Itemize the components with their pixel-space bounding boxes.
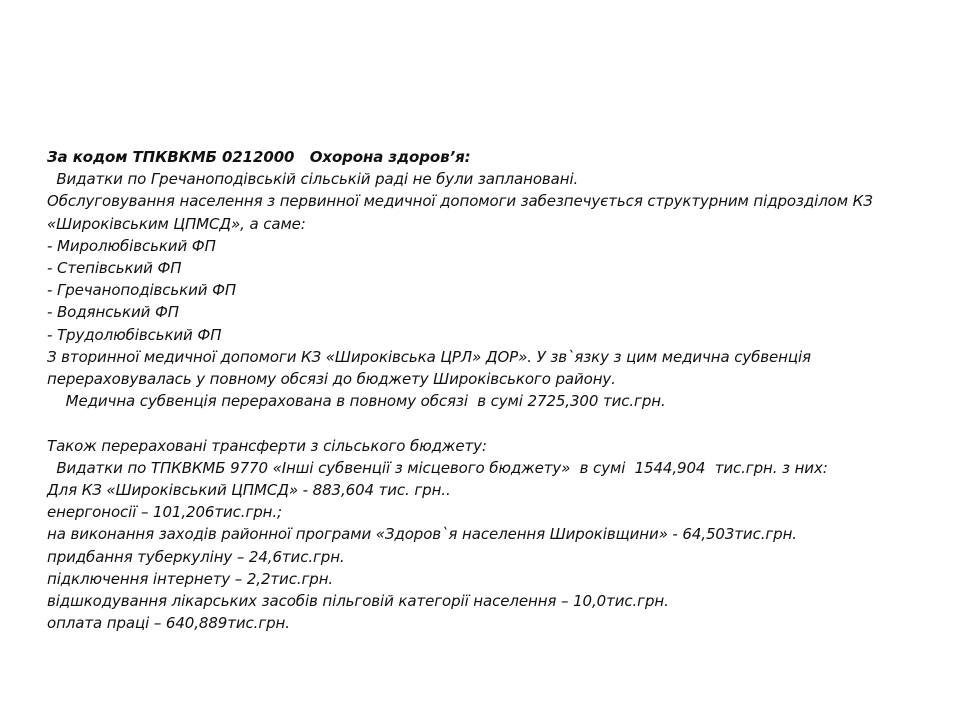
text-line: оплата праці – 640,889тис.грн. xyxy=(47,614,290,633)
list-item: - Гречаноподівський ФП xyxy=(47,281,237,300)
text-line: З вторинної медичної допомоги КЗ «Широківська ЦРЛ» ДОР». У зв`язку з цим медична субвенція xyxy=(47,347,811,366)
list-item: - Степівський ФП xyxy=(47,259,182,278)
text-line: підключення інтернету – 2,2тис.грн. xyxy=(47,569,334,588)
text-line: на виконання заходів районної програми «Здоров`я населення Широківщини» - 64,503тис.грн. xyxy=(47,525,797,544)
list-item: - Водянський ФП xyxy=(47,303,179,322)
text-line: Також перераховані трансферти з сільського бюджету: xyxy=(47,436,487,455)
text-line: «Широківським ЦПМСД», а саме: xyxy=(47,214,306,233)
text-body xyxy=(47,146,927,634)
heading-line: За кодом ТПКВКМБ 0212000 Охорона здоров’я: xyxy=(47,148,471,166)
text-line: перераховувалась у повному обсязі до бюджету Широківського району. xyxy=(47,370,616,389)
blank-line xyxy=(47,412,927,434)
list-item: - Трудолюбівський ФП xyxy=(47,325,222,344)
text-line: Видатки по Гречаноподівській сільській раді не були заплановані. xyxy=(47,170,579,189)
text-line: Видатки по ТПКВКМБ 9770 «Інші субвенції з місцевого бюджету» в сумі 1544,904 тис.грн. з них: xyxy=(47,458,828,477)
text-line: Для КЗ «Широківський ЦПМСД» - 883,604 тис. грн.. xyxy=(47,481,451,500)
text-line: енергоносії – 101,206тис.грн.; xyxy=(47,503,283,522)
text-line: Обслуговування населення з первинної медичної допомоги забезпечується структурним підрозділом КЗ xyxy=(47,192,873,211)
text-line: Медична субвенція перерахована в повному обсязі в сумі 2725,300 тис.грн. xyxy=(47,392,666,411)
text-line: придбання туберкуліну – 24,6тис.грн. xyxy=(47,547,345,566)
list-item: - Миролюбівський ФП xyxy=(47,236,216,255)
text-line: відшкодування лікарських засобів пільговій категорії населення – 10,0тис.грн. xyxy=(47,592,669,611)
